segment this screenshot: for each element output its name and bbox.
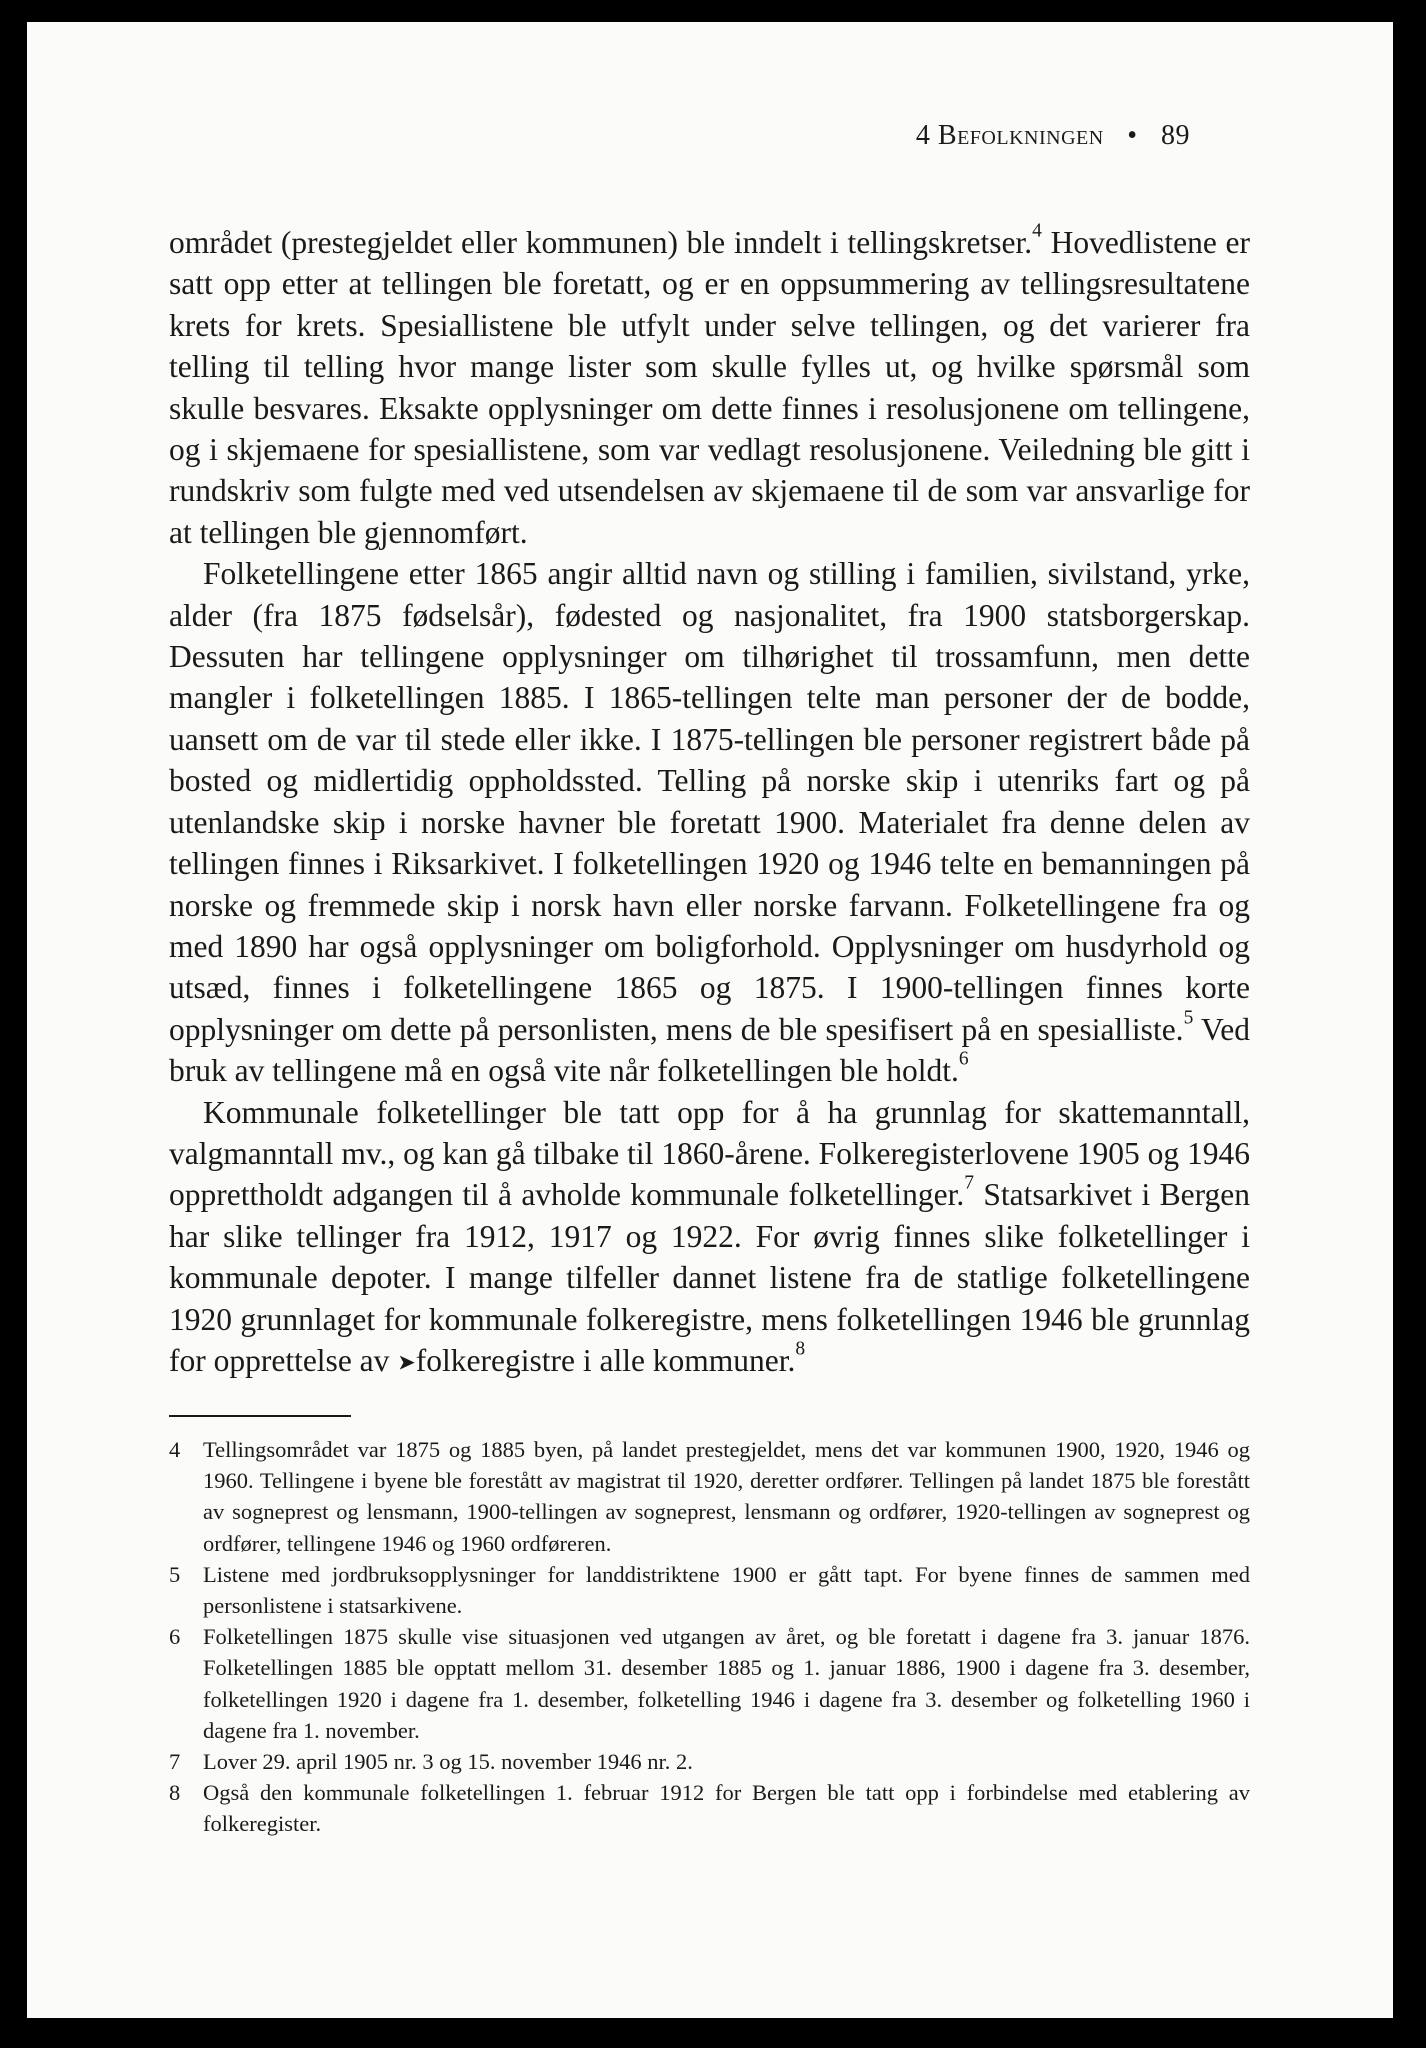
footnote-8 (169, 1777, 1250, 1839)
paragraph-1 (169, 222, 1250, 553)
footnote-text: Lover 29. april 1905 nr. 3 og 15. november 1946 nr. 2. (203, 1749, 693, 1775)
footnote-ref-7: 7 (964, 1172, 975, 1194)
paragraph-3-text-a: Kommunale folketellinger ble tatt opp for å ha grunnlag for skattemanntall, valgmanntall mv., og kan gå tilbake til 1860-årene. Folkeregisterlovene 1905 og 1946 opprettholdt adgangen til å avholde kommunale folketellinger. (169, 1094, 1250, 1213)
paragraph-2-text-a: Folketellingene etter 1865 angir alltid navn og stilling i familien, sivilstand, yrke, alder (fra 1875 fødselsår), fødested og nasjonalitet, fra 1900 statsborgerskap. Dessuten har tellingene opplysninger om tilhørighet til trossamfunn, men dette mangler i folketellingen 1885. I 1865-tellingen telte man personer der de bodde, uansett om de var til stede eller ikke. I 1875-tellingen ble personer registrert både på bosted og midlertidig oppholdssted. Telling på norske skip i utenriks fart og på utenlandske skip i norske havner ble foretatt 1900. Materialet fra denne delen av tellingen finnes i Riksarkivet. I folketellingen 1920 og 1946 telte en bemanningen på norske og fremmede skip i norsk havn eller norske farvann. Folketellingene fra og med 1890 har også opplysninger om boligforhold. Opplysninger om husdyrhold og utsæd, finnes i folketellingene 1865 og 1875. I 1900-tellingen finnes korte opplysninger om dette på personlisten, mens de ble spesifisert på en spesialliste. (169, 556, 1250, 1047)
footnote-number: 8 (169, 1780, 181, 1806)
footnote-6 (169, 1621, 1250, 1746)
footnote-number: 4 (169, 1437, 181, 1462)
footnote-5 (169, 1559, 1250, 1621)
footnote-ref-6: 6 (958, 1048, 969, 1070)
footnote-text: Tellingsområdet var 1875 og 1885 byen, på landet prestegjeldet, mens det var kommunen 1900, 1920, 1946 og 1960. Tellingene i byene ble forestått av magistrat til 1920, deretter ordfører. Tellingen på landet 1875 ble forestått av sogneprest og lensmann, 1900-tellingen av sogneprest, lensmann og ordfører, 1920-tellingen av sogneprest og ordfører, tellingene 1946 og 1960 ordføreren. (203, 1437, 1250, 1556)
footnote-ref-4: 4 (1032, 220, 1042, 242)
paragraph-1-text-b: Hovedlistene er satt opp etter at tellingen ble foretatt, og er en oppsummering av tellingsresultatene krets for krets. Spesiallistene ble utfylt under selve tellingen, og det varierer fra telling til telling hvor mange lister som skulle fylles ut, og hvilke spørsmål som skulle besvares. Eksakte opplysninger om dette finnes i resolusjonene om tellingene, og i skjemaene for spesiallistene, som var vedlagt resolusjonene. Veiledning ble gitt i rundskriv som fulgte med ved utsendelsen av skjemaene til de som var ansvarlige for at tellingen ble gjennomført. (169, 225, 1250, 550)
body-text (169, 222, 1250, 1383)
book-page (27, 22, 1393, 2018)
paragraph-2 (169, 553, 1250, 1091)
footnote-7 (169, 1746, 1250, 1777)
paragraph-2-text-b: Ved bruk av tellingene må en også vite når folketellingen ble holdt. (169, 1011, 1250, 1089)
page-number: 89 (1161, 120, 1190, 151)
paragraph-3-text-c: folkeregistre i alle kommuner. (415, 1342, 796, 1378)
paragraph-3-text-b: Statsarkivet i Bergen har slike tellinger fra 1912, 1917 og 1922. For øvrig finnes slike folketellinger i kommunale depoter. I mange tilfeller dannet listene fra de statlige folketellingene 1920 grunnlaget for kommunale folkeregistre, mens folketellingen 1946 ble grunnlag for opprettelse av (169, 1177, 1250, 1378)
footnote-divider (169, 1415, 351, 1417)
footnote-text: Folketellingen 1875 skulle vise situasjonen ved utgangen av året, og ble foretatt i dagene fra 3. januar 1876. Folketellingen 1885 ble opptatt mellom 31. desember 1885 og 1. januar 1886, 1900 i dagene fra 3. desember, folketellingen 1920 i dagene fra 1. desember, folketelling 1946 i dagene fra 3. desember og folketelling 1960 i dagene fra 1. november. (203, 1624, 1250, 1743)
header-separator: • (1127, 120, 1138, 151)
footnote-ref-5: 5 (1183, 1007, 1194, 1029)
paragraph-3 (169, 1092, 1250, 1383)
running-head (916, 120, 1190, 152)
paragraph-1-text-a: området (prestegjeldet eller kommunen) ble inndelt i tellingskretser. (169, 225, 1033, 260)
chapter-number: 4 (915, 120, 931, 151)
footnote-ref-8: 8 (795, 1338, 806, 1360)
chapter-title: Befolkningen (937, 120, 1104, 151)
cross-reference-arrow-icon: ➤ (397, 1349, 416, 1375)
footnote-text: Listene med jordbruksopplysninger for landdistriktene 1900 er gått tapt. For byene finnes de sammen med personlistene i statsarkivene. (203, 1561, 1250, 1619)
footnote-text: Også den kommunale folketellingen 1. februar 1912 for Bergen ble tatt opp i forbindelse med etablering av folkeregister. (203, 1780, 1250, 1837)
footnote-4 (169, 1434, 1250, 1559)
footnote-number: 6 (169, 1624, 181, 1650)
footnote-number: 5 (169, 1561, 181, 1587)
footnotes (169, 1434, 1250, 1840)
footnote-number: 7 (169, 1749, 181, 1775)
